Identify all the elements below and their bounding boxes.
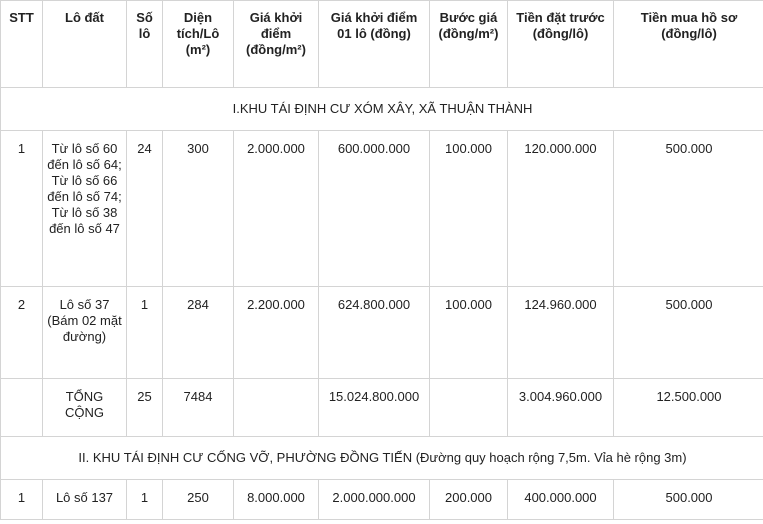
table-row: [1, 131, 763, 287]
cell-tien-dat-truoc: 400.000.000: [508, 480, 614, 520]
cell-dien-tich: 7484: [163, 379, 234, 437]
cell-gia-khoi-diem: 2.000.000: [234, 131, 319, 287]
header-tien-dat-truoc: Tiền đặt trước (đồng/lô): [508, 1, 614, 88]
cell-tien-dat-truoc: 124.960.000: [508, 287, 614, 379]
cell-tien-mua-ho-so: 500.000: [614, 287, 763, 379]
cell-gia-khoi-diem: 8.000.000: [234, 480, 319, 520]
cell-tien-mua-ho-so: 500.000: [614, 131, 763, 287]
header-stt: STT: [1, 1, 43, 88]
cell-stt: [1, 379, 43, 437]
cell-lo-dat: Từ lô số 60 đến lô số 64; Từ lô số 66 đến lô số 74; Từ lô số 38 đến lô số 47: [43, 131, 127, 287]
cell-buoc-gia: 200.000: [430, 480, 508, 520]
cell-dien-tich: 284: [163, 287, 234, 379]
cell-tien-mua-ho-so: 12.500.000: [614, 379, 763, 437]
header-tien-mua-ho-so: Tiền mua hồ sơ (đồng/lô): [614, 1, 763, 88]
table-row: [1, 480, 763, 520]
cell-buoc-gia: 100.000: [430, 287, 508, 379]
cell-stt: 1: [1, 131, 43, 287]
cell-stt: 2: [1, 287, 43, 379]
cell-lo-dat: Lô số 37 (Bám 02 mặt đường): [43, 287, 127, 379]
header-buoc-gia: Bước giá (đồng/m²): [430, 1, 508, 88]
header-row: [1, 1, 763, 88]
cell-stt: 1: [1, 480, 43, 520]
cell-gia-khoi-diem-lo: 15.024.800.000: [319, 379, 430, 437]
section-row: [1, 437, 763, 480]
cell-gia-khoi-diem-lo: 624.800.000: [319, 287, 430, 379]
section-title: I.KHU TÁI ĐỊNH CƯ XÓM XÂY, XÃ THUẬN THÀNH: [1, 88, 763, 131]
header-gia-khoi-diem: Giá khởi điểm (đồng/m²): [234, 1, 319, 88]
cell-gia-khoi-diem-lo: 600.000.000: [319, 131, 430, 287]
cell-dien-tich: 250: [163, 480, 234, 520]
cell-so-lo: 24: [127, 131, 163, 287]
cell-dien-tich: 300: [163, 131, 234, 287]
cell-gia-khoi-diem-lo: 2.000.000.000: [319, 480, 430, 520]
cell-so-lo: 1: [127, 480, 163, 520]
section-row: [1, 88, 763, 131]
header-lo-dat: Lô đất: [43, 1, 127, 88]
cell-gia-khoi-diem: [234, 379, 319, 437]
header-dien-tich: Diện tích/Lô (m²): [163, 1, 234, 88]
cell-buoc-gia: 100.000: [430, 131, 508, 287]
cell-so-lo: 1: [127, 287, 163, 379]
cell-buoc-gia: [430, 379, 508, 437]
cell-lo-dat: Lô số 137: [43, 480, 127, 520]
cell-lo-dat: TỔNG CỘNG: [43, 379, 127, 437]
header-gia-khoi-diem-lo: Giá khởi điểm 01 lô (đồng): [319, 1, 430, 88]
cell-tien-dat-truoc: 3.004.960.000: [508, 379, 614, 437]
header-so-lo: Số lô: [127, 1, 163, 88]
total-row: [1, 379, 763, 437]
cell-gia-khoi-diem: 2.200.000: [234, 287, 319, 379]
cell-tien-dat-truoc: 120.000.000: [508, 131, 614, 287]
cell-tien-mua-ho-so: 500.000: [614, 480, 763, 520]
table-row: [1, 287, 763, 379]
cell-so-lo: 25: [127, 379, 163, 437]
section-title: II. KHU TÁI ĐỊNH CƯ CỐNG VỠ, PHƯỜNG ĐỒNG TIẾN (Đường quy hoạch rộng 7,5m. Vỉa hè rộng 3m): [1, 437, 763, 480]
